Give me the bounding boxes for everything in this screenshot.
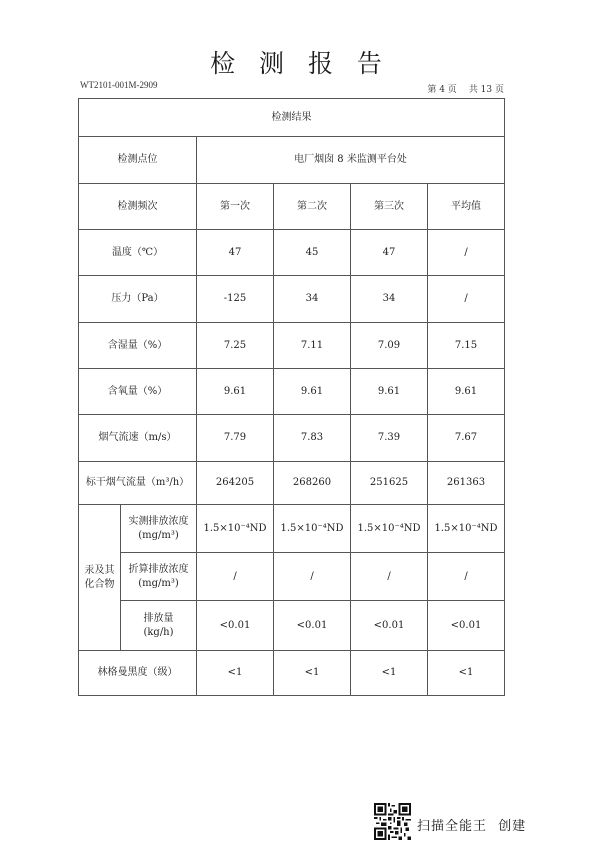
frequency-label: 检测频次 [79,184,197,230]
point-label: 检测点位 [79,137,197,184]
table-cell: 34 [274,276,351,323]
table-cell: 1.5×10⁻⁴ND [351,505,428,553]
table-cell: 251625 [351,462,428,505]
table-cell: 264205 [197,462,274,505]
table-cell: 9.61 [197,369,274,415]
point-value: 电厂烟囱 8 米监测平台处 [197,137,505,184]
page-current: 第 4 页 [427,85,457,95]
table-cell: 7.67 [428,415,505,462]
row-label: 压力（Pa） [79,276,197,323]
table-cell: / [428,276,505,323]
page-total: 共 13 页 [468,85,504,95]
row-label: 标干烟气流量（m³/h） [79,462,197,505]
table-row [79,137,505,184]
row-label: 温度（℃） [79,230,197,276]
sub-row-label: 折算排放浓度 (mg/m³) [121,553,197,601]
table-row [79,184,505,230]
table-cell: 7.09 [351,323,428,369]
table-cell: <1 [197,651,274,696]
table-cell: 7.15 [428,323,505,369]
table-row [79,323,505,369]
table-caption: 检测结果 [79,99,505,137]
document-number: WT2101-001M-2909 [80,80,158,90]
table-cell: 47 [197,230,274,276]
table-cell: / [274,553,351,601]
column-header: 第二次 [274,184,351,230]
table-cell: 1.5×10⁻⁴ND [428,505,505,553]
table-cell: 7.39 [351,415,428,462]
column-header: 第三次 [351,184,428,230]
table-row [79,553,505,601]
qr-code-icon [374,803,411,840]
table-cell: 34 [351,276,428,323]
sub-row-label: 实测排放浓度 (mg/m³) [121,505,197,553]
table-cell: <0.01 [351,601,428,651]
mercury-group-label: 汞及其 化合物 [79,505,121,651]
table-cell: 7.79 [197,415,274,462]
table-cell: / [428,230,505,276]
table-cell: / [197,553,274,601]
table-cell: 9.61 [428,369,505,415]
table-row [79,601,505,651]
report-title: 检 测 报 告 [210,49,390,78]
column-header: 第一次 [197,184,274,230]
scanner-name: 扫描全能王 [417,819,488,834]
table-row [79,462,505,505]
table-row [79,415,505,462]
table-cell: 268260 [274,462,351,505]
page-indicator [415,82,504,95]
table-cell: 1.5×10⁻⁴ND [274,505,351,553]
table-cell: 9.61 [274,369,351,415]
table-cell: / [428,553,505,601]
table-cell: 7.11 [274,323,351,369]
table-cell: 1.5×10⁻⁴ND [197,505,274,553]
sub-row-label: 排放量 (kg/h) [121,601,197,651]
table-row [79,505,505,553]
row-label: 烟气流速（m/s） [79,415,197,462]
table-cell: / [351,553,428,601]
results-table [78,98,505,696]
table-cell: <0.01 [274,601,351,651]
table-cell: <1 [351,651,428,696]
row-label: 含湿量（%） [79,323,197,369]
table-cell: <0.01 [428,601,505,651]
column-header: 平均值 [428,184,505,230]
table-cell: -125 [197,276,274,323]
table-row [79,99,505,137]
table-cell: 45 [274,230,351,276]
table-cell: 7.25 [197,323,274,369]
table-row [79,276,505,323]
table-cell: <0.01 [197,601,274,651]
table-row [79,230,505,276]
table-cell: 7.83 [274,415,351,462]
row-label: 含氧量（%） [79,369,197,415]
table-cell: 47 [351,230,428,276]
table-cell: 9.61 [351,369,428,415]
scanner-watermark [417,815,526,834]
table-cell: <1 [428,651,505,696]
table-row [79,651,505,696]
row-label: 林格曼黑度（级） [79,651,197,696]
table-cell: <1 [274,651,351,696]
scanner-action: 创建 [498,819,527,834]
table-cell: 261363 [428,462,505,505]
table-row [79,369,505,415]
